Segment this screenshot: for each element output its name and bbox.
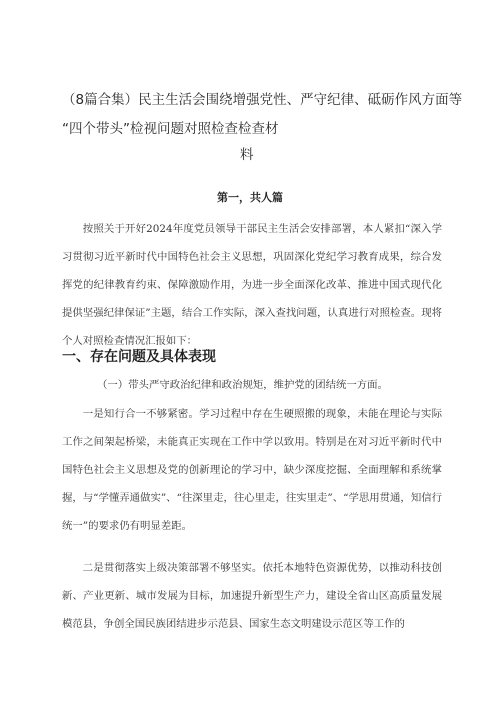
paragraph-knowledge-action: 一是知行合一不够紧密。学习过程中存在生硬照搬的现象，未能在理论与实际工作之间架起桥梁，未能真正实现在工作中学以致用。特别是在对习近平新时代中国特色社会主义思想及党的创新理论的学习中，缺少深度挖掘、全面理解和系统掌握，与“学懂弄通做实”、“往深里走，往心里走，往实里走”、“学思用贯通，知信行统一”的要求仍有明显差距。: [62, 408, 442, 532]
document-title-line-1: （8篇合集）民主生活会围绕增强党性、严守纪律、砥砺作风方面等: [62, 92, 463, 108]
intro-paragraph: 按照关于开好2024年度党员领导干部民主生活会安排部署，本人紧扣“深入学习贯彻习近平新时代中国特色社会主义思想，巩固深化党纪学习教育成果，综合发挥党的纪律教育约束、保障激励作用，为进一步全面深化改革、推进中国式现代化提供坚强纪律保证”主题，结合工作实际，深入查找问题，认真进行对照检查。现将个人对照检查情况汇报如下：: [62, 223, 442, 347]
paragraph-implementation: 二是贯彻落实上级决策部署不够坚实。依托本地特色资源优势，以推动科技创新、产业更新、城市发展为目标，加速提升新型生产力，建设全省山区高质量发展模范县，争创全国民族团结进步示范县、国家生态文明建设示范区等工作的: [62, 562, 442, 630]
subheading-political-discipline: （一）带头严守政治纪律和政治规矩，维护党的团结统一方面。: [97, 379, 388, 391]
heading-problems: 一、存在问题及具体表现: [62, 349, 216, 365]
section-heading: 第一，共人篇: [217, 191, 283, 204]
document-title-line-2: “四个带头”检视问题对照检查检查材: [62, 121, 279, 137]
document-title-line-3: 料: [240, 147, 254, 163]
